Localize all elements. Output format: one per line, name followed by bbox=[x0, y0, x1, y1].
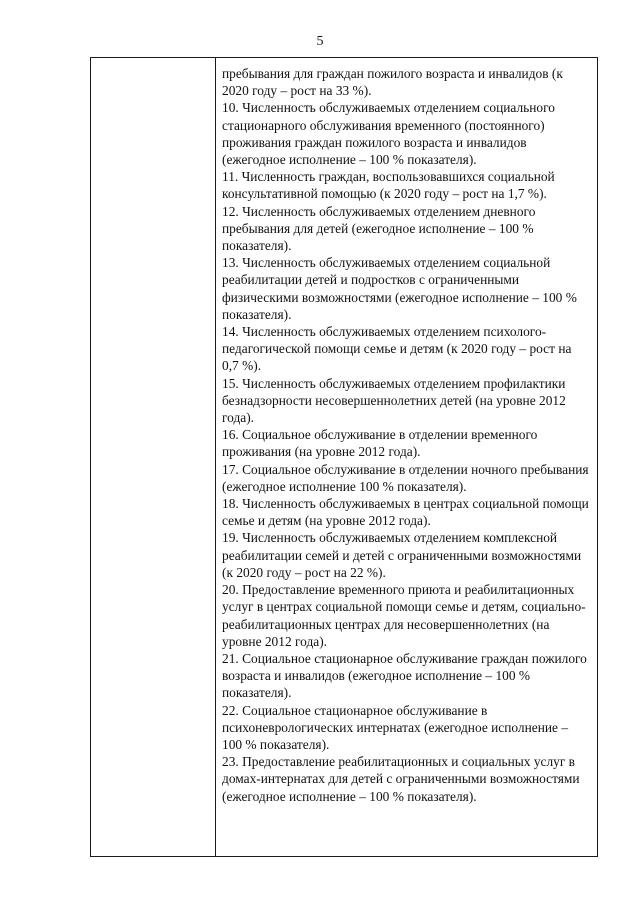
indicator-item: 20. Предоставление временного приюта и реабилитационных услуг в центрах социальной помощи семье и детям, социально-реабилитационных центрах для несовершеннолетних (на уровне 2012 года). bbox=[222, 582, 586, 649]
indicators-table bbox=[90, 57, 598, 857]
table-left-column bbox=[91, 58, 216, 856]
table-right-column bbox=[216, 58, 597, 805]
indicator-item: пребывания для граждан пожилого возраста и инвалидов (к 2020 году – рост на 33 %). bbox=[222, 66, 563, 99]
indicator-item: 21. Социальное стационарное обслуживание граждан пожилого возраста и инвалидов (ежегодное исполнение – 100 % показателя). bbox=[222, 650, 587, 701]
indicator-item: 22. Социальное стационарное обслуживание в психоневрологических интернатах (ежегодное исполнение – 100 % показателя). bbox=[222, 702, 569, 752]
page-number: 5 bbox=[316, 34, 324, 49]
indicator-item: 19. Численность обслуживаемых отделением комплексной реабилитации семей и детей с ограниченными возможностями (к 2020 году – рост на 22 %). bbox=[222, 530, 582, 580]
indicator-item: 17. Социальное обслуживание в отделении ночного пребывания (ежегодное исполнение 100 % показателя). bbox=[222, 461, 589, 494]
indicator-item: 14. Численность обслуживаемых отделением психолого-педагогической помощи семье и детям (к 2020 году – рост на 0,7 %). bbox=[222, 324, 572, 374]
indicator-item: 15. Численность обслуживаемых отделением профилактики безнадзорности несовершеннолетних детей (на уровне 2012 года). bbox=[222, 375, 566, 426]
indicator-item: 23. Предоставление реабилитационных и социальных услуг в домах-интернатах для детей с ограниченными возможностями (ежегодное исполнение – 100 % показателя). bbox=[222, 754, 580, 804]
indicator-item: 13. Численность обслуживаемых отделением социальной реабилитации детей и подростков с ограниченными физическими возможностями (ежегодное исполнение – 100 % показателя). bbox=[222, 255, 577, 322]
indicator-item: 10. Численность обслуживаемых отделением социального стационарного обслуживания временного (постоянного) проживания граждан пожилого возраста и инвалидов (ежегодное исполнение – 100 % показателя). bbox=[222, 100, 555, 168]
indicator-item: 16. Социальное обслуживание в отделении временного проживания (на уровне 2012 года). bbox=[222, 427, 538, 460]
indicator-item: 12. Численность обслуживаемых отделением дневного пребывания для детей (ежегодное исполнение – 100 % показателя). bbox=[222, 203, 536, 254]
indicator-item: 18. Численность обслуживаемых в центрах социальной помощи семье и детям (на уровне 2012 года). bbox=[222, 496, 589, 529]
indicator-item: 11. Численность граждан, воспользовавшихся социальной консультативной помощью (к 2020 году – рост на 1,7 %). bbox=[222, 169, 555, 202]
